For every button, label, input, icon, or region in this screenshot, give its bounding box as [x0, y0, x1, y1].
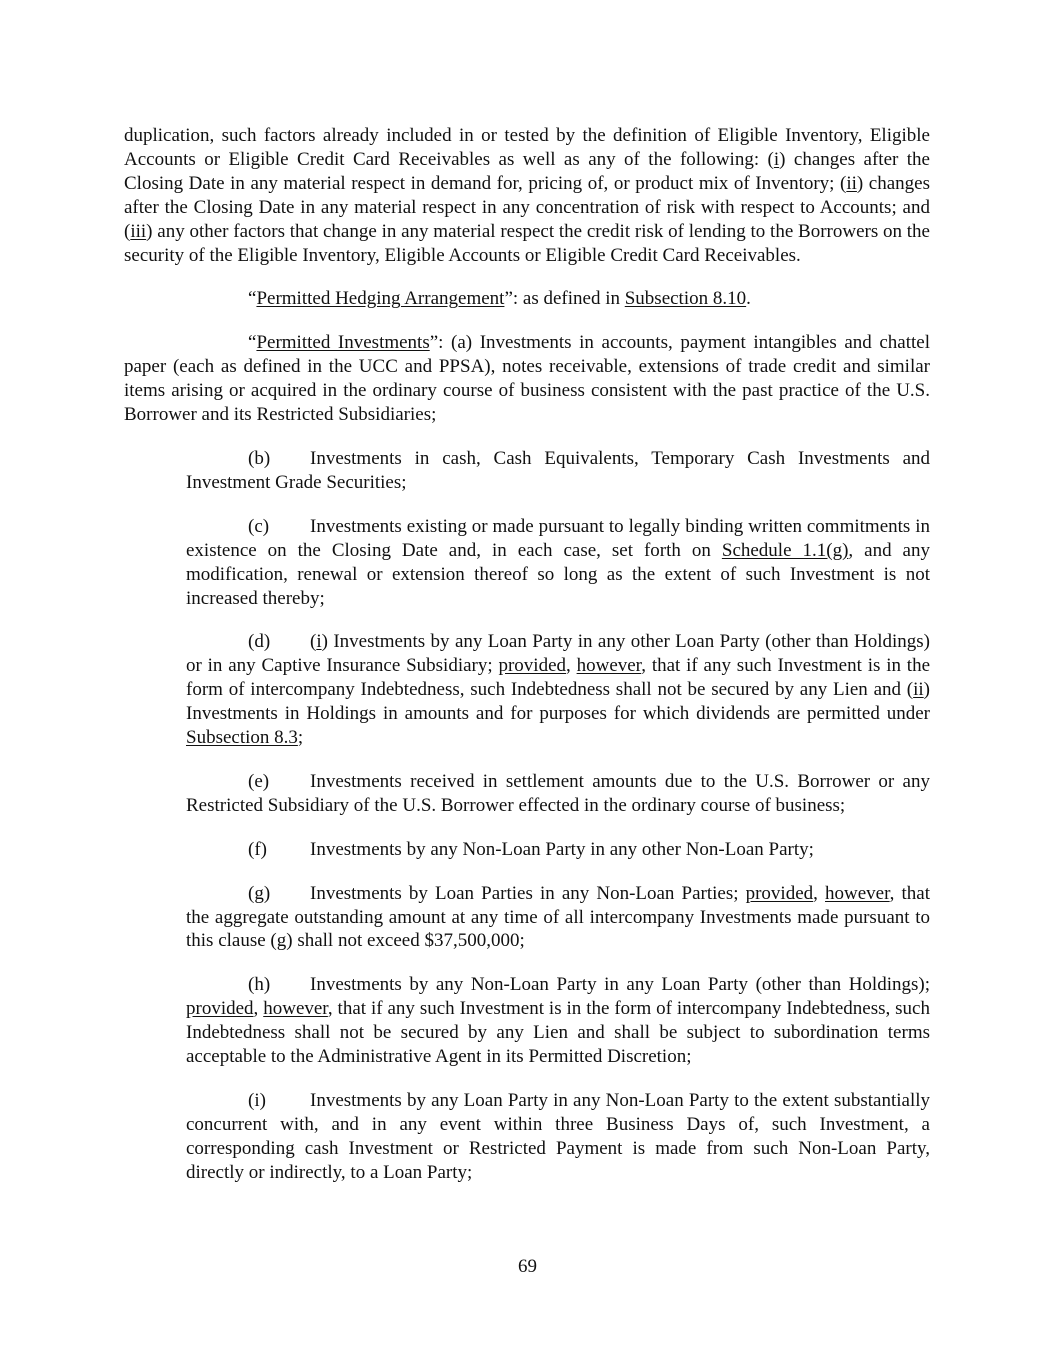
however-term: however: [263, 998, 328, 1020]
provided-term: provided: [498, 655, 567, 677]
page-number: 69: [518, 1256, 537, 1277]
provided-term: provided: [745, 882, 814, 904]
clause-c: (c) Investments existing or made pursuant to legally binding written commitments in existence on the Closing Date and, in each case, set forth on Schedule 1.1(g), and any modification, renewal or extension thereof so long as the extent of such Investment is not increased thereby;: [186, 515, 930, 609]
clause-label: (h): [248, 974, 271, 996]
clause-f: (f) Investments by any Non-Loan Party in any other Non-Loan Party;: [248, 838, 814, 860]
definition-permitted-hedging-arrangement: “Permitted Hedging Arrangement”: as defined in Subsection 8.10.: [248, 288, 751, 310]
clause-label: (g): [248, 882, 271, 904]
cross-reference: Subsection 8.3: [186, 727, 298, 749]
clause-b: (b) Investments in cash, Cash Equivalents, Temporary Cash Investments and Investment Grade Securities;: [186, 447, 930, 493]
clause-g: (g) Investments by Loan Parties in any Non-Loan Parties; provided, however, that the aggregate outstanding amount at any time of all intercompany Investments made pursuant to this clause (g) shall not exceed $37,500,000;: [186, 882, 930, 952]
clause-label: (i): [248, 1090, 266, 1111]
definition-permitted-investments: “Permitted Investments”: (a) Investments in accounts, payment intangibles and chattel paper (each as defined in the UCC and PPSA), notes receivable, extensions of trade credit and similar items arising or acquired in the ordinary course of business consistent with the past practice of the U.S. Borrower and its Restricted Subsidiaries;: [124, 332, 930, 426]
clause-label: (e): [248, 770, 270, 792]
defined-term: Permitted Hedging Arrangement: [256, 288, 505, 310]
provided-term: provided: [186, 998, 254, 1020]
clause-label: (b): [248, 447, 271, 469]
roman-numeral: ii: [846, 172, 857, 194]
clause-d: (d) (i) Investments by any Loan Party in any other Loan Party (other than Holdings) or in any Captive Insurance Subsidiary; provided, however, that if any such Investment is in the form of intercompany Indebtedness, such Indebtedness shall not be secured by any Lien and (ii) Investments in Holdings in amounts and for purposes for which dividends are permitted under Subsection 8.3;: [186, 631, 931, 749]
clause-h: (h) Investments by any Non-Loan Party in any Loan Party (other than Holdings); provided, however, that if any such Investment is in the form of intercompany Indebtedness, such Indebtedness shall not be secured by any Lien and shall be subject to subordination terms acceptable to the Administrative Agent in its Permitted Discretion;: [186, 974, 930, 1068]
defined-term: Permitted Investments: [256, 332, 430, 354]
however-term: however: [825, 882, 890, 904]
clause-i: (i) Investments by any Loan Party in any Non-Loan Party to the extent substantially concurrent with, and in any event within three Business Days of, such Investment, a corresponding cash Investment or Restricted Payment is made from such Non-Loan Party, directly or indirectly, to a Loan Party;: [186, 1090, 930, 1183]
roman-numeral: iii: [130, 220, 147, 242]
document-page: [124, 124, 930, 1185]
clause-e: (e) Investments received in settlement amounts due to the U.S. Borrower or any Restricted Subsidiary of the U.S. Borrower effected in the ordinary course of business;: [186, 770, 930, 816]
roman-numeral: ii: [913, 679, 924, 701]
cross-reference: Schedule 1.1(g): [721, 539, 849, 561]
clause-label: (c): [248, 515, 270, 537]
roman-numeral: i: [773, 148, 780, 170]
intro-paragraph: duplication, such factors already included in or tested by the definition of Eligible Inventory, Eligible Accounts or Eligible Credit Card Receivables as well as any of the following: (i) changes after the Closing Date in any material respect in demand for, pricing of, or product mix of Inventory; (ii) changes after the Closing Date in any material respect in any concentration of risk with respect to Accounts; and (iii) any other factors that change in any material respect the credit risk of lending to the Borrowers on the security of the Eligible Inventory, Eligible Accounts or Eligible Credit Card Receivables.: [124, 125, 930, 266]
clause-label: (f): [248, 838, 267, 860]
however-term: however: [576, 655, 642, 677]
roman-numeral: i: [316, 631, 322, 653]
clause-label: (d): [248, 631, 271, 653]
cross-reference: Subsection 8.10: [624, 288, 747, 310]
